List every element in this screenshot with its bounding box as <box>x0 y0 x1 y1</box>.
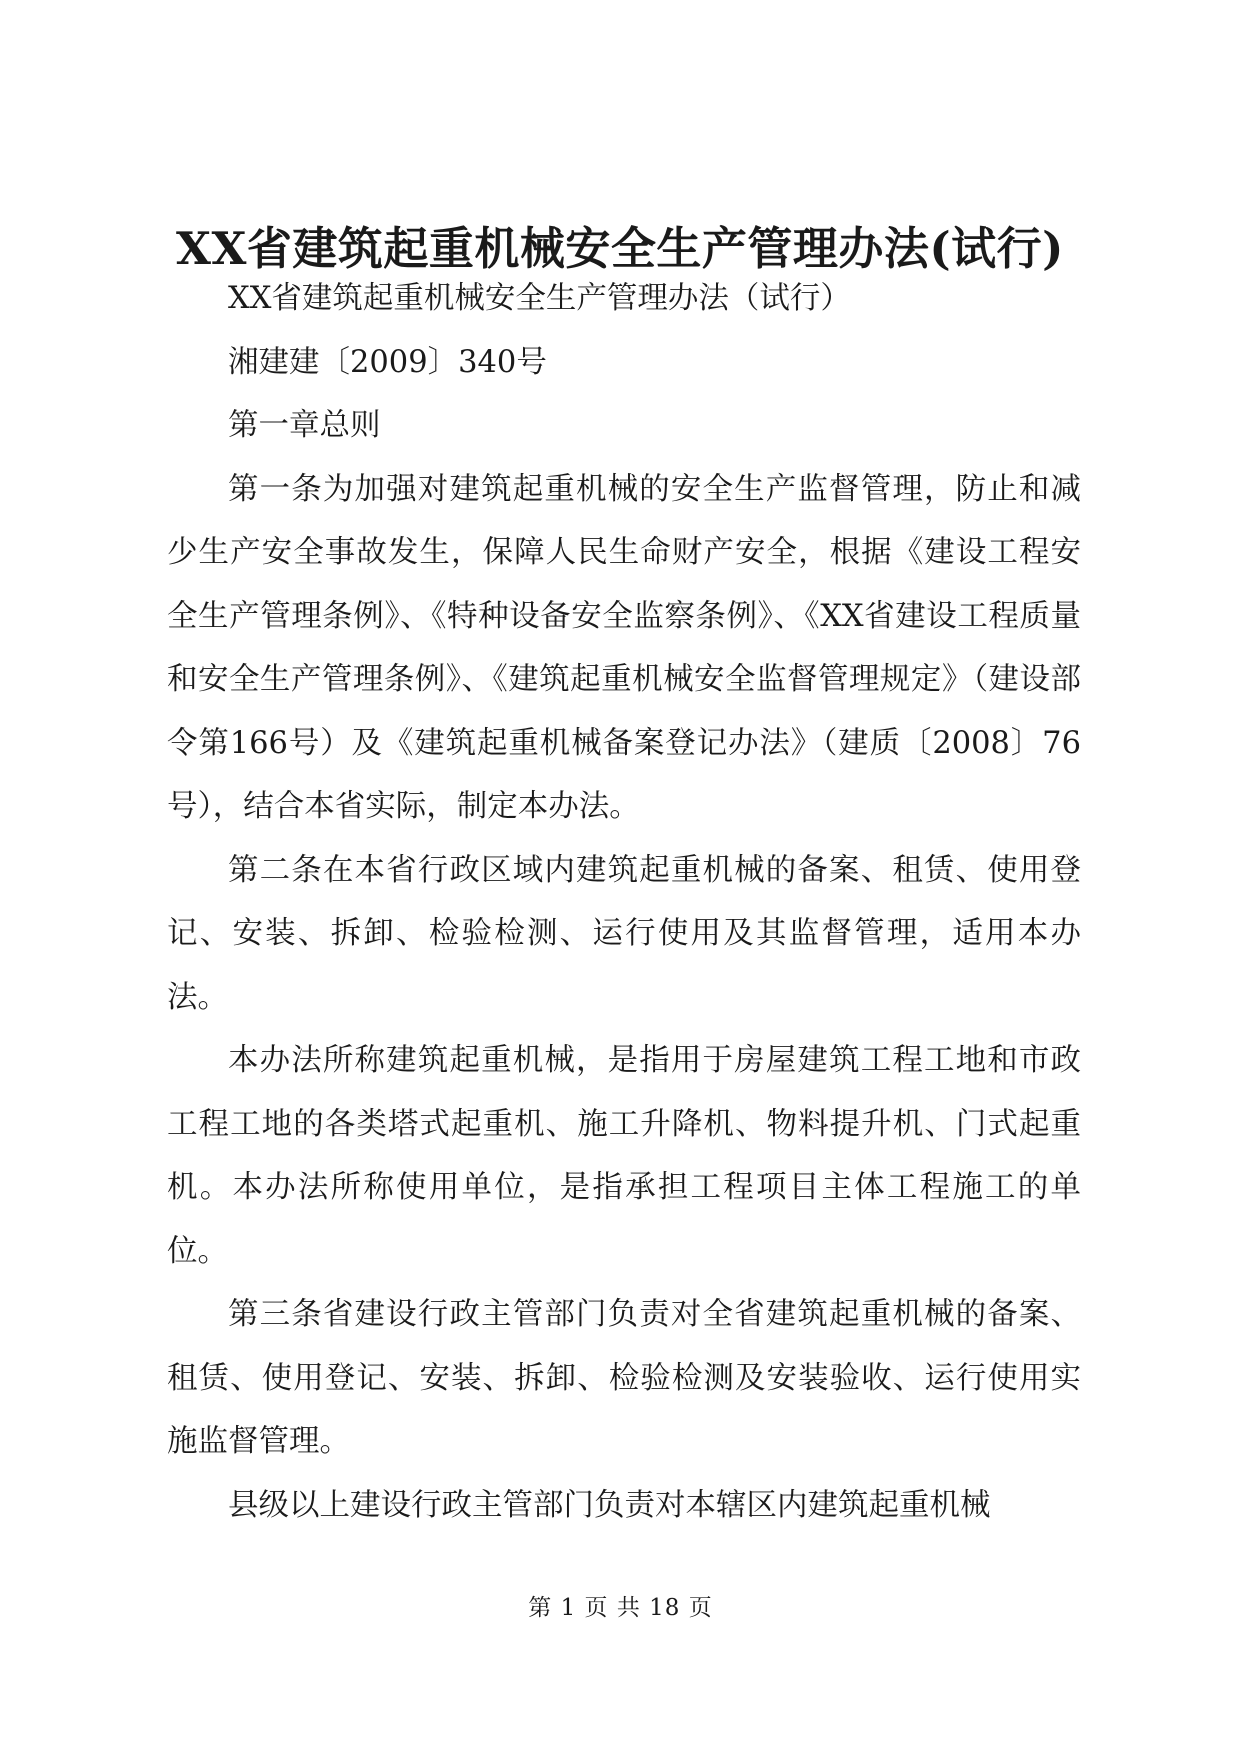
chapter-heading-paragraph: 第一章总则 <box>228 408 381 443</box>
document-body <box>167 267 1081 1537</box>
subtitle-paragraph: XX省建筑起重机械安全生产管理办法（试行） <box>228 281 851 316</box>
county-level-paragraph: 县级以上建设行政主管部门负责对本辖区内建筑起重机械 <box>228 1487 991 1523</box>
document-number-paragraph: 湘建建〔2009〕340号 <box>228 344 547 380</box>
page-footer: 第 1 页 共 18 页 <box>528 1595 713 1621</box>
definition-paragraph: 本办法所称建筑起重机械，是指用于房屋建筑工程工地和市政工程工地的各类塔式起重机、施工升降机、物料提升机、门式起重机。本办法所称使用单位，是指承担工程项目主体工程施工的单位。 <box>167 1043 1081 1269</box>
article-1-paragraph: 第一条为加强对建筑起重机械的安全生产监督管理，防止和减少生产安全事故发生，保障人民生命财产安全，根据《建设工程安全生产管理条例》、《特种设备安全监察条例》、《XX省建设工程质量和安全生产管理条例》、《建筑起重机械安全监督管理规定》（建设部令第166号）及《建筑起重机械备案登记办法》（建质〔2008〕76号），结合本省实际，制定本办法。 <box>167 471 1081 824</box>
document-title: XX省建筑起重机械安全生产管理办法(试行) <box>176 222 1064 275</box>
article-2-paragraph: 第二条在本省行政区域内建筑起重机械的备案、租赁、使用登记、安装、拆卸、检验检测、运行使用及其监督管理，适用本办法。 <box>167 852 1081 1015</box>
article-3-paragraph: 第三条省建设行政主管部门负责对全省建筑起重机械的备案、租赁、使用登记、安装、拆卸、检验检测及安装验收、运行使用实施监督管理。 <box>167 1297 1081 1459</box>
